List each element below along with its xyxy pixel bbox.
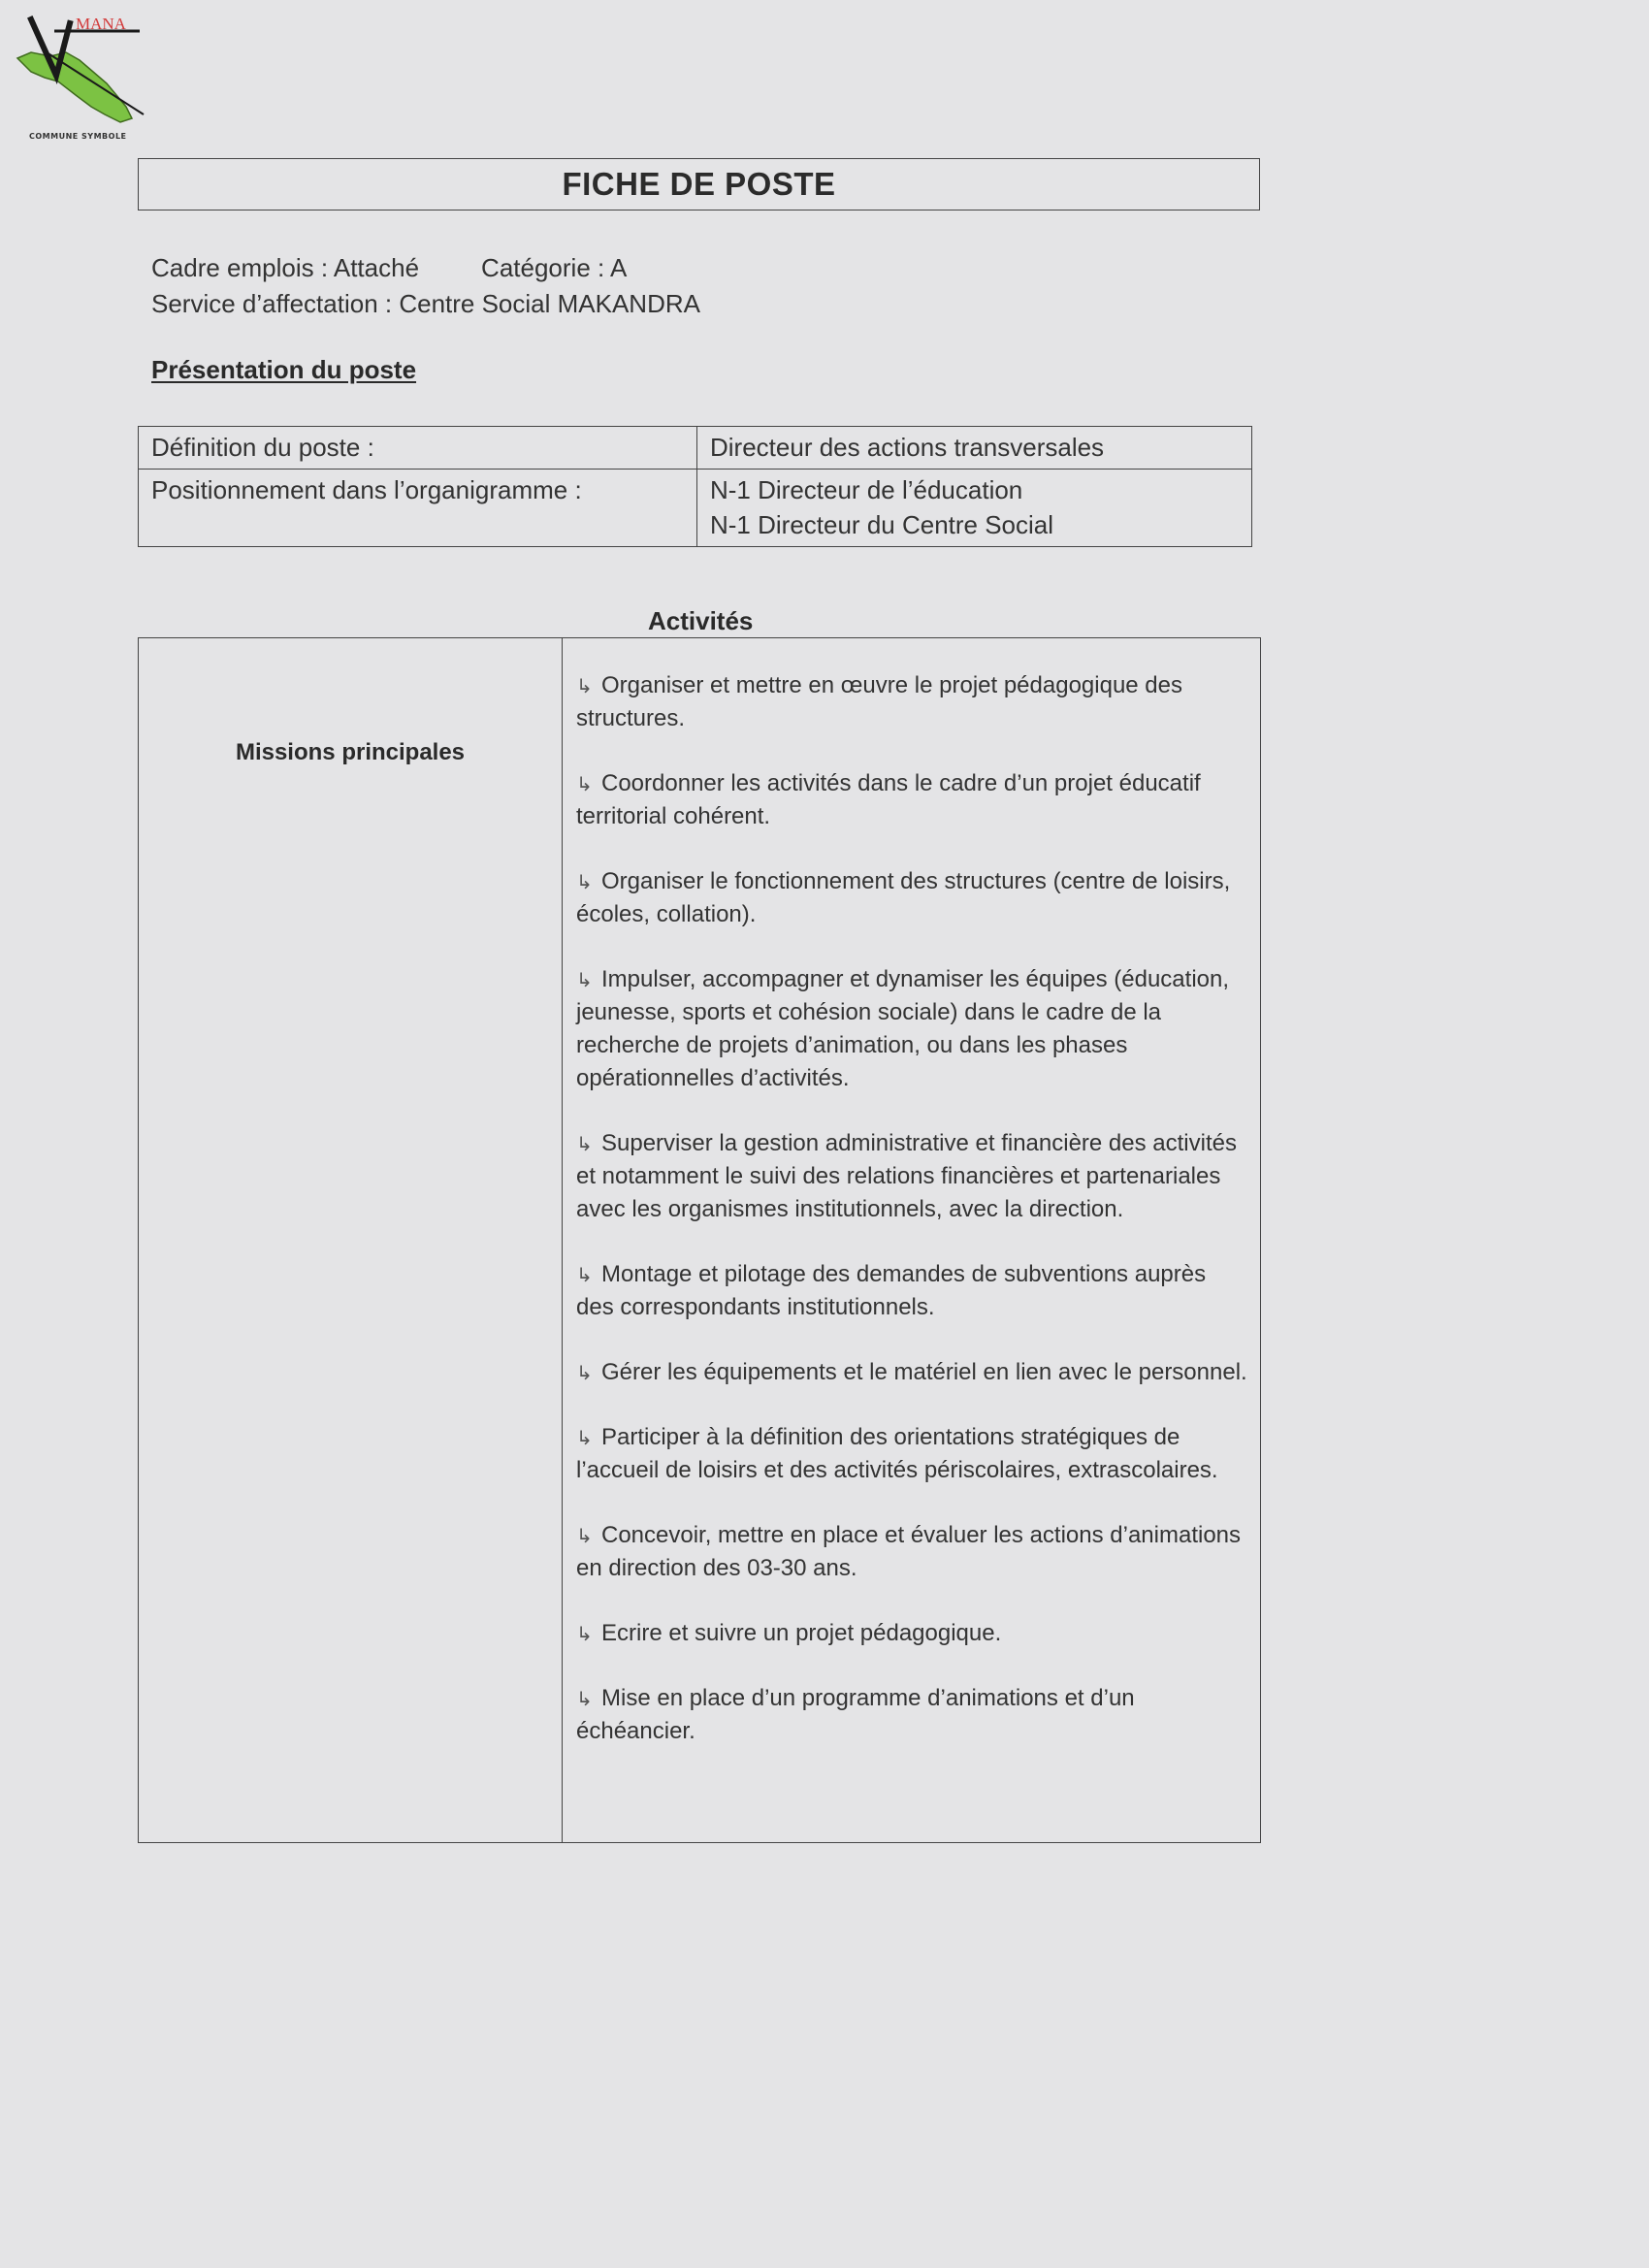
definition-label: Définition du poste : <box>139 427 697 470</box>
activites-title: Activités <box>648 606 754 635</box>
arrow-bullet-icon: ↳ <box>576 1687 593 1710</box>
arrow-bullet-icon: ↳ <box>576 1426 593 1449</box>
presentation-table <box>138 426 1252 547</box>
table-row <box>139 470 1252 547</box>
table-row <box>139 427 1252 470</box>
list-item <box>576 1617 1248 1650</box>
page-title: FICHE DE POSTE <box>138 158 1260 211</box>
list-item-text: Participer à la définition des orientations stratégiques de l’accueil de loisirs et des activités périscolaires, extrascolaires. <box>576 1424 1218 1483</box>
arrow-bullet-icon: ↳ <box>576 1622 593 1645</box>
list-item-text: Impulser, accompagner et dynamiser les équipes (éducation, jeunesse, sports et cohésion sociale) dans le cadre de la recherche de projets d’animation, ou dans les phases opérationnelles d’activités. <box>576 966 1230 1091</box>
arrow-bullet-icon: ↳ <box>576 1524 593 1547</box>
logo-caption: COMMUNE SYMBOLE <box>29 132 127 141</box>
list-item-text: Montage et pilotage des demandes de subventions auprès des correspondants institutionnels. <box>576 1261 1207 1320</box>
logo-text: MANA <box>76 15 126 33</box>
list-item <box>576 963 1248 1095</box>
presentation-title: Présentation du poste <box>151 355 417 384</box>
arrow-bullet-icon: ↳ <box>576 1361 593 1384</box>
header-row-1 <box>151 250 700 286</box>
list-item <box>576 1421 1248 1487</box>
header-info <box>151 250 700 322</box>
activites-left-cell <box>139 638 563 1842</box>
positionnement-label: Positionnement dans l’organigramme : <box>139 470 697 547</box>
mana-map-icon <box>12 14 167 135</box>
definition-value: Directeur des actions transversales <box>697 427 1252 470</box>
cadre-emplois: Cadre emplois : Attaché <box>151 253 420 282</box>
arrow-bullet-icon: ↳ <box>576 1263 593 1286</box>
positionnement-value-2: N-1 Directeur du Centre Social <box>710 510 1054 539</box>
list-item-text: Organiser le fonctionnement des structures (centre de loisirs, écoles, collation). <box>576 868 1231 927</box>
list-item <box>576 865 1248 931</box>
list-item <box>576 1519 1248 1585</box>
activites-list <box>563 638 1260 1842</box>
list-item-text: Ecrire et suivre un projet pédagogique. <box>601 1620 1002 1646</box>
missions-label: Missions principales <box>235 739 466 765</box>
list-item-text: Coordonner les activités dans le cadre d’un projet éducatif territorial cohérent. <box>576 770 1201 829</box>
list-item <box>576 1682 1248 1748</box>
arrow-bullet-icon: ↳ <box>576 968 593 991</box>
arrow-bullet-icon: ↳ <box>576 772 593 795</box>
categorie: Catégorie : A <box>481 253 628 282</box>
service-affectation: Service d’affectation : Centre Social MAKANDRA <box>151 289 700 318</box>
list-item <box>576 1127 1248 1226</box>
positionnement-values <box>697 470 1252 547</box>
list-item-text: Concevoir, mettre en place et évaluer les actions d’animations en direction des 03-30 ans. <box>576 1522 1242 1581</box>
list-item <box>576 669 1248 735</box>
arrow-bullet-icon: ↳ <box>576 674 593 697</box>
list-item-text: Organiser et mettre en œuvre le projet pédagogique des structures. <box>576 672 1183 731</box>
list-item-text: Mise en place d’un programme d’animations et d’un échéancier. <box>576 1685 1135 1744</box>
list-item <box>576 767 1248 833</box>
activites-table <box>138 637 1261 1843</box>
arrow-bullet-icon: ↳ <box>576 870 593 893</box>
positionnement-value-1: N-1 Directeur de l’éducation <box>710 475 1023 504</box>
list-item <box>576 1356 1248 1389</box>
arrow-bullet-icon: ↳ <box>576 1132 593 1155</box>
list-item <box>576 1258 1248 1324</box>
list-item-text: Gérer les équipements et le matériel en lien avec le personnel. <box>601 1359 1247 1385</box>
commune-logo <box>12 14 167 149</box>
list-item-text: Superviser la gestion administrative et financière des activités et notamment le suivi des relations financières et partenariales avec les organismes institutionnels, avec la direction. <box>576 1130 1237 1222</box>
